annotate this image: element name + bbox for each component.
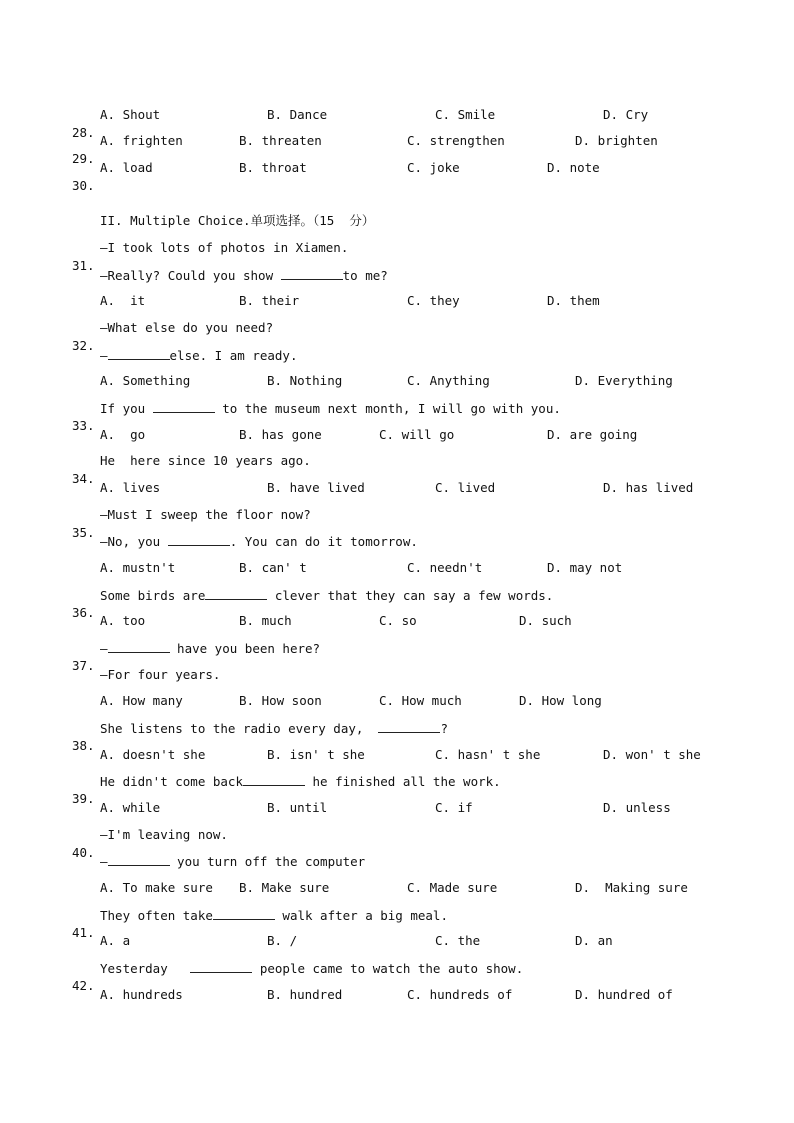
option-a[interactable]: A. go: [100, 427, 146, 442]
option-b[interactable]: B. their: [239, 293, 300, 308]
question-30: [72, 159, 600, 193]
option-d[interactable]: D. has lived: [603, 480, 694, 495]
question-31-options: [72, 292, 600, 310]
question-text-end: walk after a big meal.: [274, 908, 448, 923]
question-39-prompt: [72, 772, 501, 806]
option-c[interactable]: C. How much: [379, 693, 462, 708]
option-d[interactable]: D. an: [575, 933, 613, 948]
dialog-line: —: [100, 854, 108, 869]
question-36-prompt: [72, 586, 554, 620]
option-c[interactable]: C. so: [379, 613, 417, 628]
dialog-line: —For four years.: [100, 667, 221, 682]
dialog-line: —Really? Could you show: [100, 268, 281, 283]
option-c[interactable]: C. lived: [435, 480, 496, 495]
question-38-prompt: [72, 719, 448, 753]
question-text-end: to the museum next month, I will go with you.: [214, 401, 561, 416]
question-37-reply: [72, 666, 221, 684]
option-d[interactable]: D. may not: [547, 560, 623, 575]
option-a[interactable]: A. Something: [100, 373, 191, 388]
question-text-end: people came to watch the auto show.: [252, 961, 524, 976]
answer-blank[interactable]: [108, 639, 170, 653]
option-a[interactable]: A. lives: [100, 480, 161, 495]
question-number: 39.: [72, 791, 95, 806]
answer-blank[interactable]: [190, 959, 252, 973]
question-number: 30.: [72, 178, 95, 193]
answer-blank[interactable]: [168, 532, 230, 546]
answer-blank[interactable]: [205, 586, 267, 600]
option-d[interactable]: D. brighten: [575, 133, 658, 148]
option-c[interactable]: C. Made sure: [407, 880, 498, 895]
option-c[interactable]: C. hasn' t she: [435, 747, 541, 762]
question-32-options: [72, 372, 673, 390]
option-b[interactable]: B. have lived: [267, 480, 365, 495]
option-c[interactable]: C. Anything: [407, 373, 490, 388]
question-number: 28.: [72, 125, 95, 140]
section-heading: II. Multiple Choice.单项选择。（15 分）: [100, 213, 375, 228]
option-b[interactable]: B. isn' t she: [267, 747, 365, 762]
option-a[interactable]: A. hundreds: [100, 987, 183, 1002]
option-a[interactable]: A. load: [100, 160, 153, 175]
question-31-reply: [72, 266, 388, 284]
question-number: 31.: [72, 258, 95, 273]
question-number: 42.: [72, 978, 95, 993]
question-34-prompt: [72, 452, 311, 486]
dialog-line-end: have you been here?: [169, 641, 321, 656]
question-number: 33.: [72, 418, 95, 433]
option-a[interactable]: A. while: [100, 800, 161, 815]
option-d[interactable]: D. unless: [603, 800, 671, 815]
option-b[interactable]: B. /: [267, 933, 298, 948]
answer-blank[interactable]: [213, 906, 275, 920]
dialog-line: —: [100, 641, 108, 656]
question-number: 32.: [72, 338, 95, 353]
option-d[interactable]: D. such: [519, 613, 572, 628]
question-40-options: [72, 879, 688, 897]
option-b[interactable]: B. threaten: [239, 133, 322, 148]
answer-blank[interactable]: [243, 772, 305, 786]
question-28: [72, 106, 649, 140]
option-d[interactable]: D. them: [547, 293, 600, 308]
option-c[interactable]: C. strengthen: [407, 133, 505, 148]
question-38-options: [72, 746, 701, 764]
answer-blank[interactable]: [281, 266, 343, 280]
question-36-options: [72, 612, 572, 630]
answer-blank[interactable]: [108, 346, 170, 360]
question-33-options: [72, 426, 638, 444]
option-d[interactable]: D. are going: [547, 427, 638, 442]
question-39-options: [72, 799, 671, 817]
question-32-prompt: [72, 319, 274, 353]
option-c[interactable]: C. needn't: [407, 560, 483, 575]
question-42-options: [72, 986, 673, 1004]
dialog-line: —Must I sweep the floor now?: [100, 507, 311, 522]
question-text: She listens to the radio every day,: [100, 721, 379, 736]
question-text: He didn't come back: [100, 774, 243, 789]
question-41-prompt: [72, 906, 448, 940]
option-b[interactable]: B. has gone: [239, 427, 322, 442]
option-d[interactable]: D. note: [547, 160, 600, 175]
question-text: He here since 10 years ago.: [100, 453, 311, 468]
dialog-line: —I'm leaving now.: [100, 827, 228, 842]
question-number: 36.: [72, 605, 95, 620]
option-d[interactable]: D. Making sure: [575, 880, 688, 895]
option-b[interactable]: B. can' t: [239, 560, 307, 575]
option-c[interactable]: C. hundreds of: [407, 987, 513, 1002]
option-d[interactable]: D. hundred of: [575, 987, 673, 1002]
question-29: [72, 132, 658, 166]
option-c[interactable]: C. joke: [407, 160, 460, 175]
dialog-line-end: you turn off the computer: [169, 854, 366, 869]
option-d[interactable]: D. won' t she: [603, 747, 701, 762]
option-a[interactable]: A. a: [100, 933, 131, 948]
option-c[interactable]: C. they: [407, 293, 460, 308]
question-41-options: [72, 932, 613, 950]
option-b[interactable]: B. much: [239, 613, 292, 628]
question-42-prompt: [72, 959, 524, 993]
option-b[interactable]: B. Nothing: [267, 373, 343, 388]
question-number: 34.: [72, 471, 95, 486]
option-b[interactable]: B. throat: [239, 160, 307, 175]
option-a[interactable]: A. doesn't she: [100, 747, 206, 762]
option-d[interactable]: D. Everything: [575, 373, 673, 388]
question-text: They often take: [100, 908, 213, 923]
question-number: 41.: [72, 925, 95, 940]
answer-blank[interactable]: [108, 852, 170, 866]
option-b[interactable]: B. How soon: [239, 693, 322, 708]
option-b[interactable]: B. hundred: [267, 987, 343, 1002]
question-34-options: [72, 479, 694, 497]
dialog-line-end: . You can do it tomorrow.: [229, 534, 418, 549]
option-a[interactable]: A. mustn't: [100, 560, 176, 575]
option-a[interactable]: A. Shout: [100, 107, 161, 122]
question-40-reply: [72, 852, 366, 870]
option-b[interactable]: B. until: [267, 800, 328, 815]
dialog-line: —What else do you need?: [100, 320, 274, 335]
option-c[interactable]: C. will go: [379, 427, 455, 442]
question-number: 35.: [72, 525, 95, 540]
dialog-line-end: to me?: [342, 268, 388, 283]
dialog-line: —No, you: [100, 534, 168, 549]
option-a[interactable]: A. To make sure: [100, 880, 213, 895]
question-text-end: clever that they can say a few words.: [267, 588, 554, 603]
question-31-prompt: [72, 239, 349, 273]
answer-blank[interactable]: [153, 399, 215, 413]
question-37-options: [72, 692, 602, 710]
question-35-options: [72, 559, 623, 577]
dialog-line: —I took lots of photos in Xiamen.: [100, 240, 349, 255]
option-a[interactable]: A. frighten: [100, 133, 183, 148]
option-c[interactable]: C. Smile: [435, 107, 496, 122]
question-text: Yesterday: [100, 961, 191, 976]
question-text-end: ?: [440, 721, 448, 736]
question-text-end: he finished all the work.: [305, 774, 501, 789]
question-text: If you: [100, 401, 153, 416]
option-a[interactable]: A. How many: [100, 693, 183, 708]
question-number: 40.: [72, 845, 95, 860]
question-number: 38.: [72, 738, 95, 753]
dialog-line: —: [100, 348, 108, 363]
question-32-reply: [72, 346, 298, 364]
question-37-prompt: [72, 639, 321, 673]
question-35-reply: [72, 532, 418, 550]
question-40-prompt: [72, 826, 228, 860]
option-b[interactable]: B. Dance: [267, 107, 328, 122]
option-a[interactable]: A. too: [100, 613, 146, 628]
option-c[interactable]: C. the: [435, 933, 481, 948]
option-c[interactable]: C. if: [435, 800, 473, 815]
dialog-line-end: else. I am ready.: [169, 348, 298, 363]
option-d[interactable]: D. Cry: [603, 107, 649, 122]
answer-blank[interactable]: [378, 719, 440, 733]
option-d[interactable]: D. How long: [519, 693, 602, 708]
question-text: Some birds are: [100, 588, 206, 603]
question-33-prompt: [72, 399, 561, 433]
option-a[interactable]: A. it: [100, 293, 146, 308]
question-number: 37.: [72, 658, 95, 673]
option-b[interactable]: B. Make sure: [239, 880, 330, 895]
question-number: 29.: [72, 151, 95, 166]
question-35-prompt: [72, 506, 311, 540]
